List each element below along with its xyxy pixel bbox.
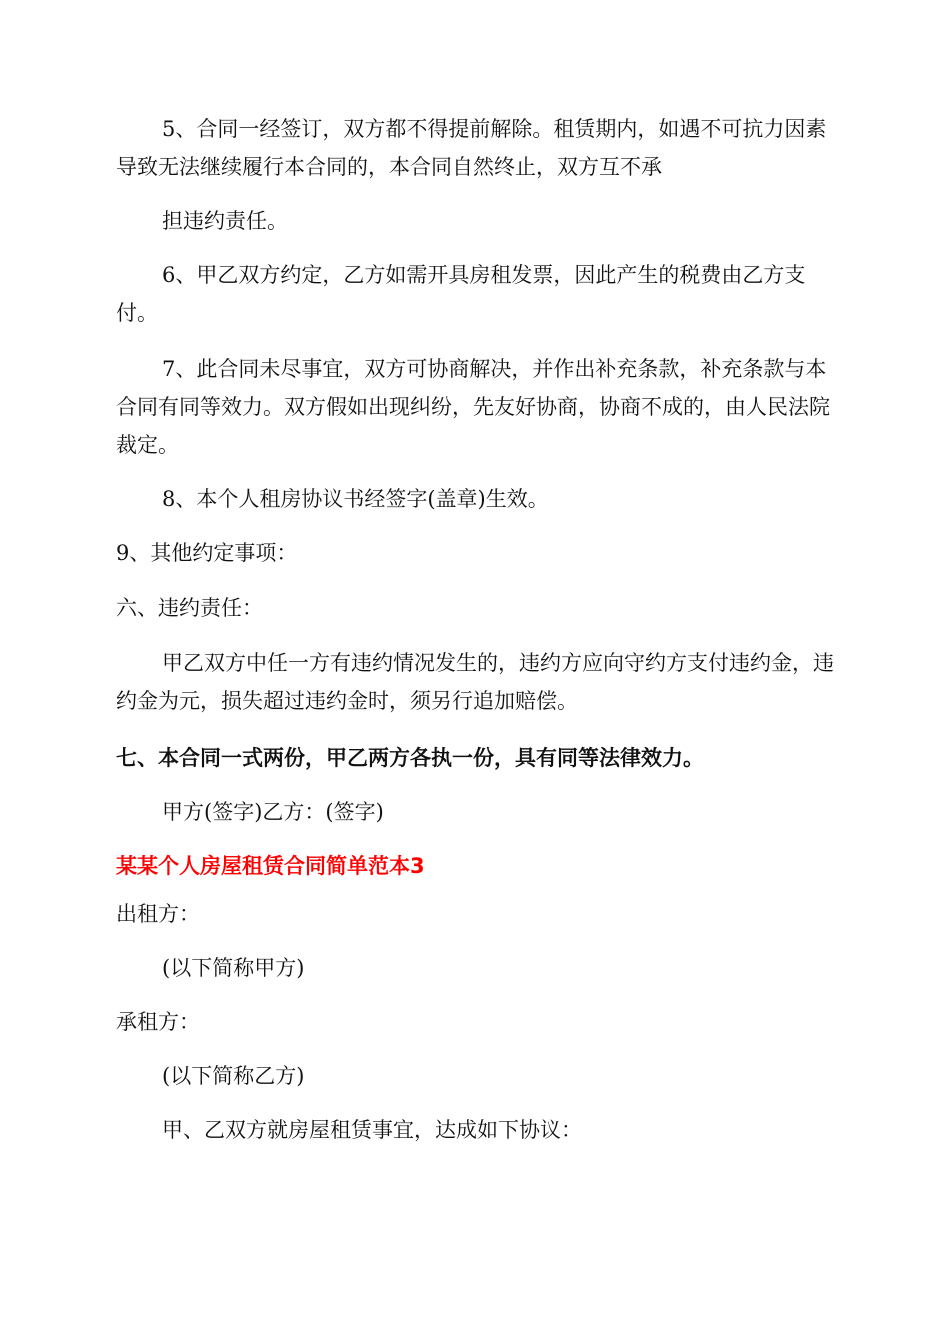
lessor-label: 出租方：	[116, 902, 200, 926]
clause-5-continuation: 担违约责任。	[162, 209, 288, 233]
signature-line: 甲方(签字)乙方：(签字)	[162, 800, 384, 824]
lessor-abbreviation: (以下简称甲方)	[162, 956, 305, 980]
breach-liability-paragraph: 甲乙双方中任一方有违约情况发生的，违约方应向守约方支付违约金，违约金为元，损失超过违约金时，须另行追加赔偿。	[116, 651, 834, 713]
template-3-heading: 某某个人房屋租赁合同简单范本3	[116, 854, 425, 878]
clause-8-paragraph: 8、本个人租房协议书经签字(盖章)生效。	[162, 487, 549, 511]
lessee-label: 承租方：	[116, 1010, 200, 1034]
lessee-abbreviation: (以下简称乙方)	[162, 1064, 305, 1088]
clause-5-paragraph: 5、合同一经签订，双方都不得提前解除。租赁期内，如遇不可抗力因素导致无法继续履行本合同的，本合同自然终止，双方互不承	[116, 117, 827, 179]
clause-7-paragraph: 7、此合同未尽事宜，双方可协商解决，并作出补充条款，补充条款与本合同有同等效力。双方假如出现纠纷，先友好协商，协商不成的，由人民法院裁定。	[116, 357, 830, 457]
clause-9-paragraph: 9、其他约定事项：	[116, 541, 298, 565]
agreement-intro: 甲、乙双方就房屋租赁事宜，达成如下协议：	[162, 1118, 582, 1142]
clause-6-paragraph: 6、甲乙双方约定，乙方如需开具房租发票，因此产生的税费由乙方支付。	[116, 263, 806, 325]
section-7-heading: 七、本合同一式两份，甲乙两方各执一份，具有同等法律效力。	[116, 746, 704, 770]
section-6-heading: 六、违约责任：	[116, 596, 263, 620]
